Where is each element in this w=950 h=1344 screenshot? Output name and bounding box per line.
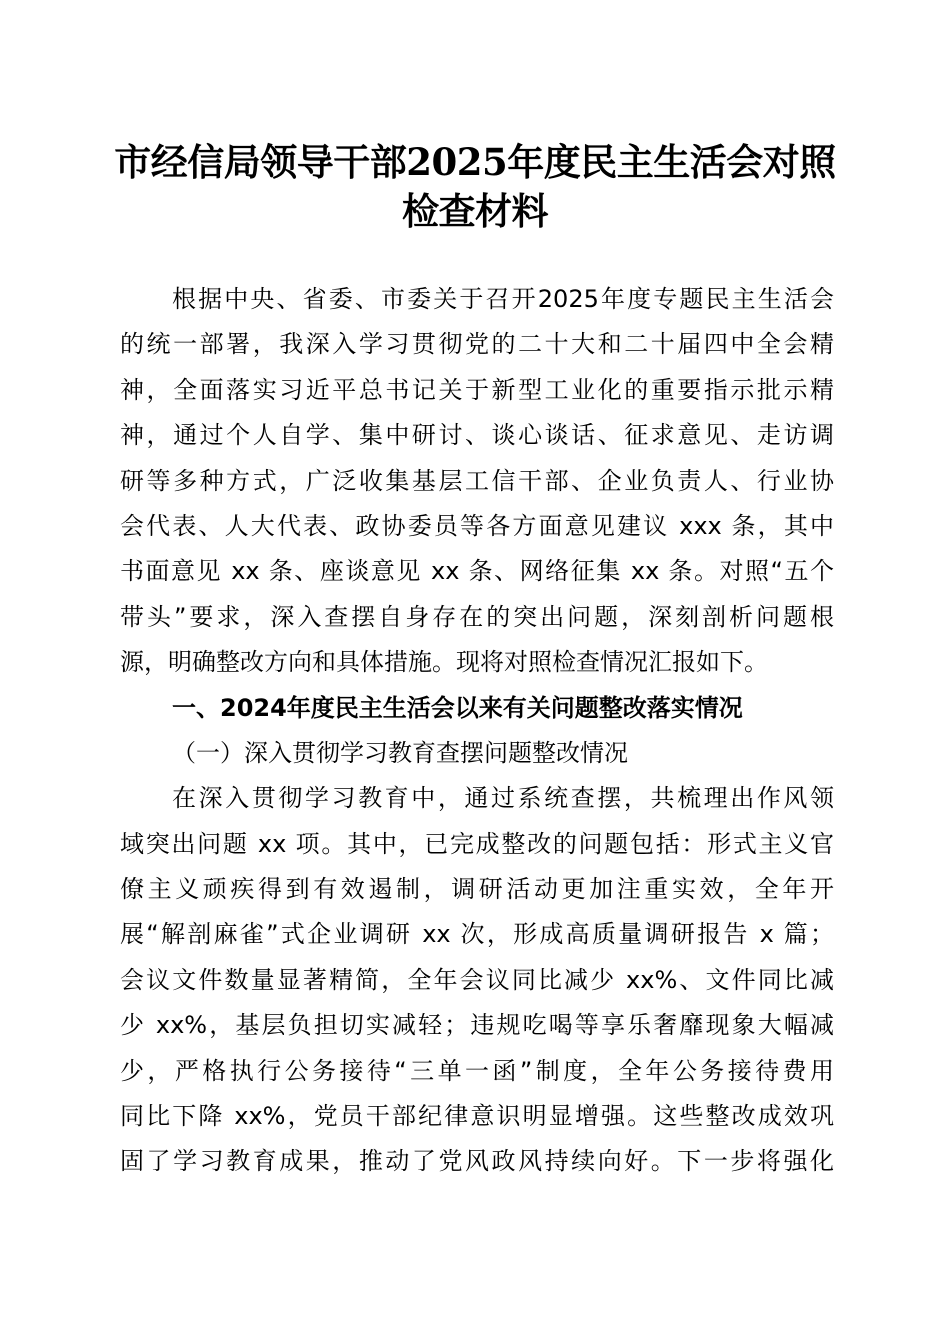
subsection-heading: （一）深入贯彻学习教育查摆问题整改情况 (172, 738, 628, 767)
title-line-1: 市经信局领导干部2025年度民主生活会对照 (114, 140, 836, 184)
intro-line: 会代表、人大代表、政协委员等各方面意见建议 xxx 条，其中 (120, 511, 834, 540)
paragraph-line: 会议文件数量显著精简，全年会议同比减少 xx%、文件同比减 (120, 965, 834, 994)
paragraph-line: 少 xx%，基层负担切实减轻；违规吃喝等享乐奢靡现象大幅减 (120, 1011, 834, 1040)
paragraph-line: 少，严格执行公务接待“三单一函”制度，全年公务接待费用 (120, 1056, 834, 1085)
section-heading: 一、2024年度民主生活会以来有关问题整改落实情况 (172, 693, 743, 722)
intro-line: 根据中央、省委、市委关于召开2025年度专题民主生活会 (172, 285, 834, 313)
paragraph-line: 展“解剖麻雀”式企业调研 xx 次，形成高质量调研报告 x 篇； (120, 920, 834, 949)
intro-line: 神，全面落实习近平总书记关于新型工业化的重要指示批示精 (120, 375, 834, 404)
document-body (120, 277, 834, 1185)
intro-line: 神，通过个人自学、集中研讨、谈心谈话、征求意见、走访调 (120, 421, 834, 450)
paragraph-line: 同比下降 xx%，党员干部纪律意识明显增强。这些整改成效巩 (120, 1102, 834, 1131)
intro-line: 的统一部署，我深入学习贯彻党的二十大和二十届四中全会精 (120, 330, 834, 359)
paragraph-line: 固了学习教育成果，推动了党风政风持续向好。下一步将强化 (120, 1147, 834, 1176)
intro-line: 研等多种方式，广泛收集基层工信干部、企业负责人、行业协 (120, 466, 834, 495)
intro-line: 书面意见 xx 条、座谈意见 xx 条、网络征集 xx 条。对照“五个 (120, 557, 834, 586)
intro-line: 源，明确整改方向和具体措施。现将对照检查情况汇报如下。 (120, 648, 768, 677)
document-title (100, 138, 850, 236)
paragraph-line: 在深入贯彻学习教育中，通过系统查摆，共梳理出作风领 (172, 784, 834, 813)
paragraph-line: 域突出问题 xx 项。其中，已完成整改的问题包括：形式主义官 (120, 829, 834, 858)
title-line-2: 检查材料 (402, 189, 548, 233)
intro-line: 带头”要求，深入查摆自身存在的突出问题，深刻剖析问题根 (120, 602, 834, 631)
paragraph-line: 僚主义顽疾得到有效遏制，调研活动更加注重实效，全年开 (120, 875, 834, 904)
